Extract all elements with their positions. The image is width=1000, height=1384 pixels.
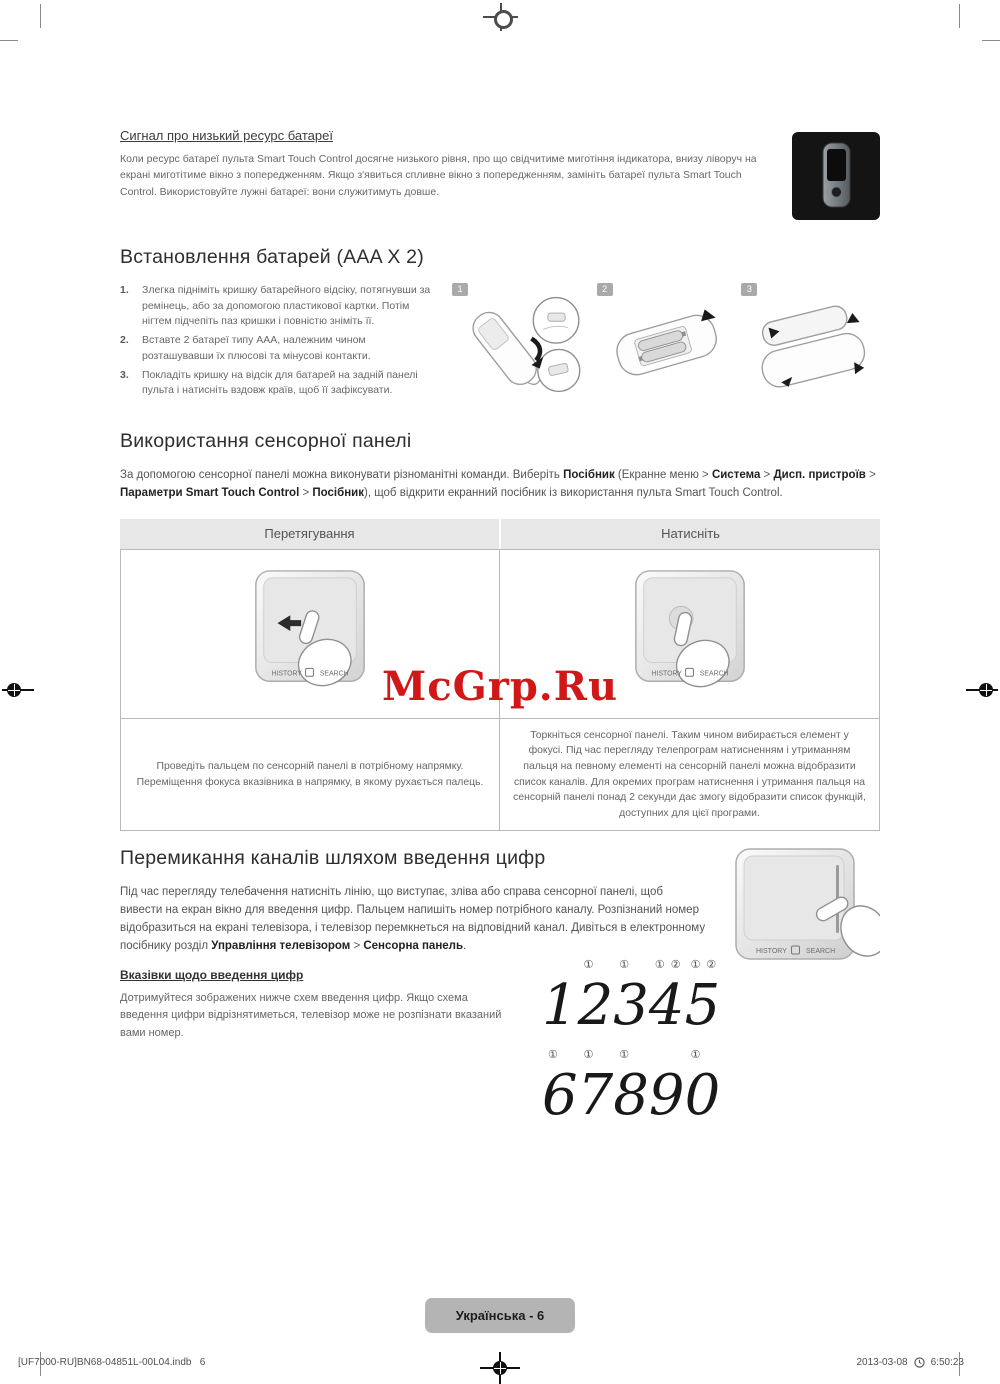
history-label: HISTORY [651,670,682,678]
figure-badge: 3 [741,283,757,296]
install-figure-1 [454,283,591,402]
digit-guide-1 [542,960,578,1038]
stroke-order-mark: ① [690,958,701,971]
digit-guide-9 [648,1050,685,1128]
digit-guide-7 [577,1048,614,1128]
search-label: SEARCH [319,670,349,678]
battery-low-body: Коли ресурс батареї пульта Smart Touch Control досягне низького рівня, про що свідчитиме миготіння індикатора, внизу ліворуч на екрані миготітиме вікно з попередженням. Якщо з'явиться спливне вікно з попередженням, замініть батареї пульта Smart Touch Control. Використовуйте лужні батареї: вони служитимуть довше. [120,153,757,198]
section-battery-low [120,128,880,200]
digit-guidelines [120,958,721,1128]
digit-guidelines-title: Вказівки щодо введення цифр [120,967,304,982]
digit-glyph: 2 [577,972,614,1038]
stroke-order-mark: ② [670,958,681,971]
digit-guide-2 [577,958,614,1038]
install-figures [438,283,880,402]
table-header-tap: Натисніть [501,519,880,549]
section-install-batteries [120,246,880,402]
figure-badge: 2 [597,283,613,296]
footer-time: 6:50:23 [930,1357,964,1368]
search-label: SEARCH [699,670,729,678]
footer-file-name: [UF7000-RU]BN68-04851L-00L04.indb 6 [18,1357,206,1368]
page-language-badge: Українська - 6 [425,1298,575,1333]
digit-glyph: 3 [613,972,649,1038]
digit-stroke-chart [518,958,721,1128]
digit-guide-8 [613,1048,649,1128]
registration-mark-top [483,3,518,31]
digit-glyph: 4 [648,972,685,1038]
insert-batteries-illustration [599,293,736,395]
digit-glyph: 9 [648,1062,685,1128]
step-number: 3. [120,368,129,381]
close-cover-illustration [743,293,880,395]
crop-tick [40,4,41,28]
edge-line-illustration [728,845,880,975]
footer-date: 2013-03-08 [856,1357,908,1368]
stroke-order-mark: ① [690,1048,701,1061]
channel-body-text: Під час перегляду телебачення натисніть лінію, що виступає, зліва або справа сенсорної панелі, щоб вивести на екран вікно для введення цифр. Пальцем напишіть номер потрібного каналу. Розпізнаний номер відобразиться на екрані телевізора, і телевізор перемкнеться на відповідний канал. Дивіться в електронному посібнику розділ Управління телевізором > Сенсорна панель. [120,886,706,952]
channel-title: Перемикання каналів шляхом введення цифр [120,847,546,870]
drag-gesture-caption: Проведіть пальцем по сенсорній панелі в потрібному напрямку. Переміщення фокуса вказівника в напрямку, в якому рухається палець. [121,718,500,831]
install-figure-3 [743,283,880,402]
install-step [120,368,438,400]
page-content [120,128,880,1128]
step-text: Вставте 2 батареї типу AAA, належним чином розташувавши їх плюсові та мінусові контакти. [142,334,371,362]
step-number: 1. [120,283,129,296]
stroke-order-mark: ① [654,958,665,971]
digit-glyph: 5 [684,972,721,1038]
digit-glyph: 6 [542,1062,578,1128]
digit-guide-5 [684,958,721,1038]
stroke-order-mark: ① [583,958,594,971]
remote-photo [792,132,880,220]
battery-low-title: Сигнал про низький ресурс батареї [120,128,333,143]
install-title: Встановлення батарей (AAA X 2) [120,245,424,268]
section-channel-digits [120,847,880,1128]
touch-intro-text: За допомогою сенсорної панелі можна виконувати різноманітні команди. Виберіть Посібник (Екранне меню > Система > Дисп. пристроїв > Параметри Smart Touch Control > Посібник), щоб відкрити екранний посібник із використання пульта Smart Touch Control. [120,469,876,499]
stroke-order-mark: ② [706,958,717,971]
step-number: 2. [120,334,129,347]
figure-badge: 1 [452,283,468,296]
stroke-order-mark: ① [619,958,630,971]
search-label: SEARCH [806,948,836,956]
stroke-order-mark: ① [583,1048,594,1061]
digit-guidelines-body: Дотримуйтеся зображених нижче схем введення цифр. Якщо схема введення цифри відрізнятиметься, телевізор може не розпізнати вказаний вами номер. [120,991,502,1039]
stroke-order-mark: ① [619,1048,630,1061]
clock-icon [914,1357,925,1368]
remote-photo-image [792,132,880,220]
install-step [120,283,438,330]
install-steps [120,283,438,402]
print-footer [18,1357,964,1368]
crop-tick [959,4,960,28]
footer-timestamp [856,1357,964,1368]
digit-glyph: 0 [684,1062,721,1128]
touch-title: Використання сенсорної панелі [120,430,412,453]
table-header-drag: Перетягування [120,519,499,549]
install-step [120,333,438,365]
watermark: McGrp.Ru [381,663,619,710]
digit-guide-6 [542,1048,578,1128]
crop-tick [982,40,1000,41]
digit-glyph: 7 [577,1062,614,1128]
digit-glyph: 1 [542,972,578,1038]
gesture-table-header [120,519,880,549]
step-text: Покладіть кришку на відсік для батарей на задній панелі пульта і натисніть вздовж країв, щоб її зафіксувати. [142,368,418,397]
edge-line-panel-figure [728,845,880,975]
tap-gesture-caption: Торкніться сенсорної панелі. Таким чином вибирається елемент у фокусі. Під час перегляду телепрограм натисненням і утриманням пальця на певному елементі на сенсорній панелі можна відобразити список каналів. Для окремих програм натиснення і утримання пальця на сенсорній панелі понад 2 секунди дає змогу відобразити список функцій, доступних для цієї програми. [500,718,879,831]
step-text: Злегка підніміть кришку батарейного відсіку, потягнувши за ремінець, або за допомогою пластикової картки. Потім нігтем підчепіть паз кришки і повністю зніміть її. [142,283,431,328]
digit-guide-3 [613,958,649,1038]
crop-tick [0,40,18,41]
digit-glyph: 8 [613,1062,649,1128]
install-figure-2 [599,283,736,402]
section-touch-pad [120,430,880,831]
digit-guide-0 [684,1048,721,1128]
history-label: HISTORY [271,670,302,678]
digit-guide-4 [648,958,685,1038]
stroke-order-mark: ① [548,1048,558,1061]
history-label: HISTORY [756,948,787,956]
remote-open-cover-illustration [454,293,591,395]
